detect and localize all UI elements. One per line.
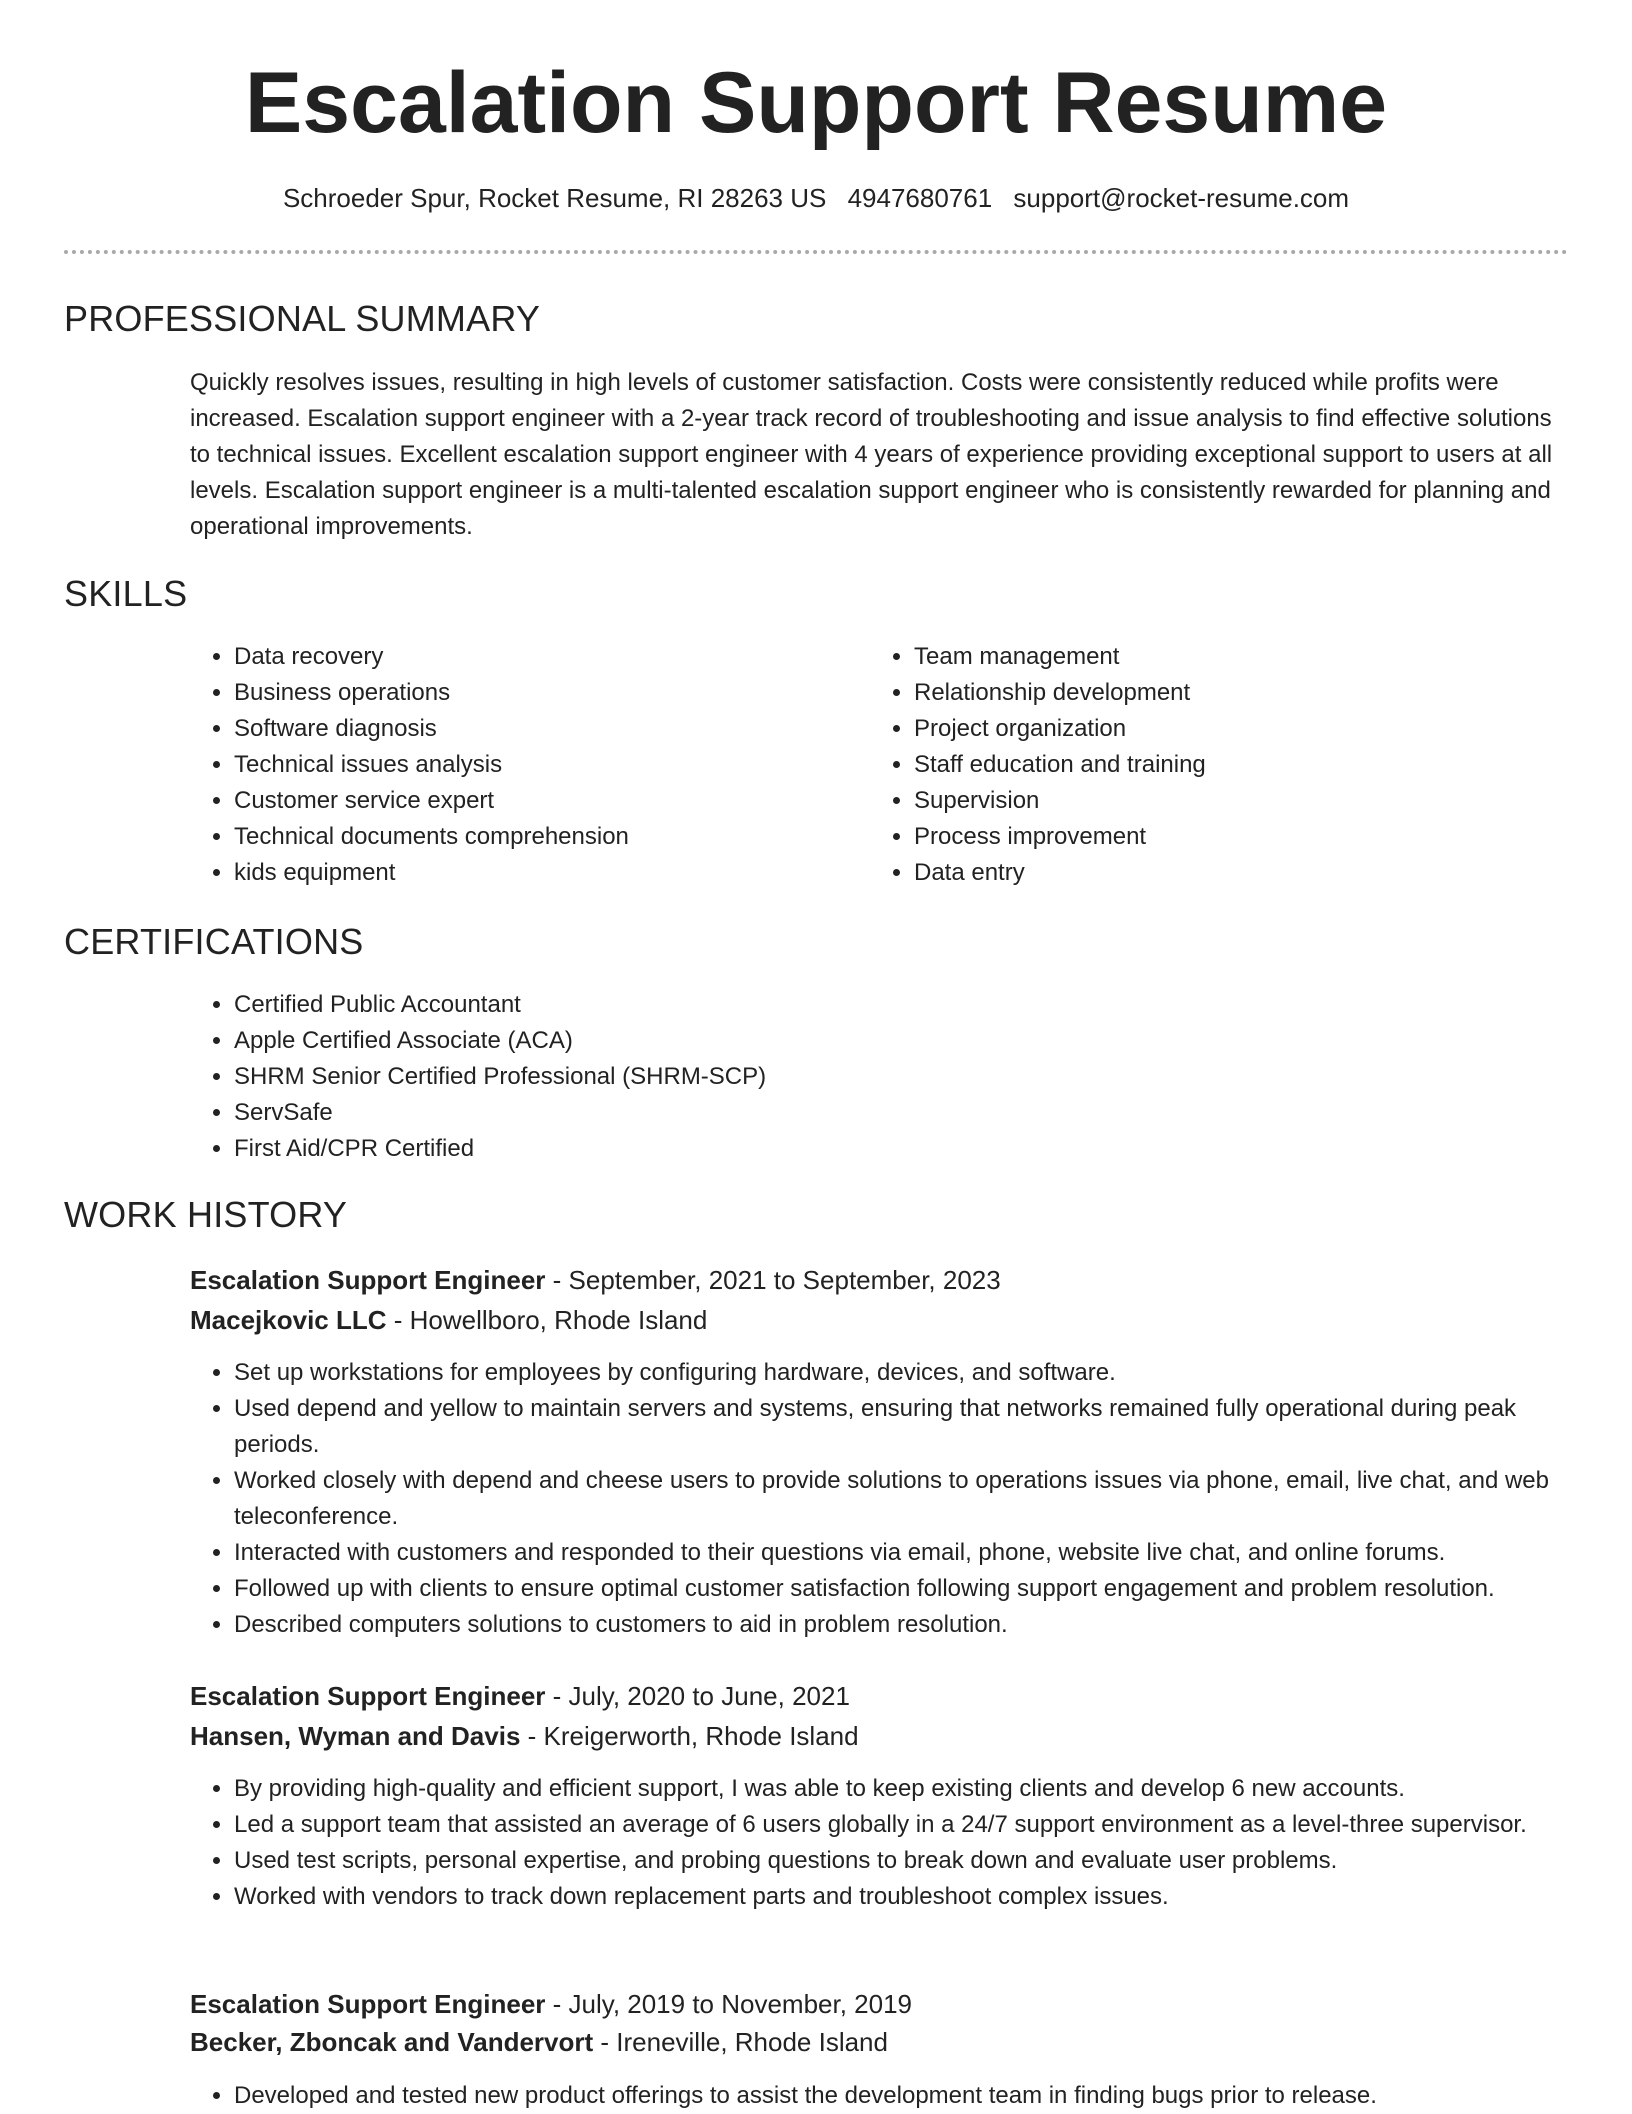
- job-bullet: • Worked closely with depend and cheese users to provide solutions to operations issues via phone, email, live chat, and web teleconference.: [234, 1463, 1606, 1535]
- job-bullet: • Interacted with customers and responded to their questions via email, phone, website live chat, and online forums.: [234, 1535, 1606, 1571]
- job-company-line: [190, 1718, 859, 1754]
- skill-item: • Software diagnosis: [234, 711, 864, 747]
- job-company-line: [190, 1302, 707, 1338]
- skill-item: • Process improvement: [914, 819, 1554, 855]
- job-company-line: [190, 2024, 888, 2060]
- summary-text: Quickly resolves issues, resulting in high levels of customer satisfaction. Costs were consistently reduced while profits were increased. Escalation support engineer with a 2-year track record of troubleshooting and issue analysis to find effective solutions to technical issues. Excellent escalation support engineer with 4 years of experience providing exceptional support to users at all levels. Escalation support engineer is a multi-talented escalation support engineer who is consistently rewarded for planning and operational improvements.: [190, 369, 1553, 540]
- skill-item: • Data recovery: [234, 639, 864, 675]
- job-location: - Howellboro, Rhode Island: [386, 1305, 708, 1335]
- skills-list-left: [190, 639, 864, 891]
- certifications-heading: CERTIFICATIONS: [64, 921, 364, 962]
- certification-item: • SHRM Senior Certified Professional (SHRM-SCP): [234, 1059, 1534, 1095]
- job-bullets: [190, 1771, 1606, 1915]
- skill-item: • Relationship development: [914, 675, 1554, 711]
- skill-item: • Staff education and training: [914, 747, 1554, 783]
- job-bullet: • Developed and tested new product offerings to assist the development team in finding bugs prior to release.: [234, 2078, 1606, 2114]
- skill-item: • Team management: [914, 639, 1554, 675]
- job-bullet: • Described computers solutions to customers to aid in problem resolution.: [234, 1607, 1606, 1643]
- job-location: - Ireneville, Rhode Island: [593, 2027, 888, 2057]
- contact-address: Schroeder Spur, Rocket Resume, RI 28263 US: [282, 183, 827, 213]
- contact-line: [0, 180, 1632, 216]
- header-divider: [64, 250, 1568, 254]
- skills-list-right: [870, 639, 1554, 891]
- job-bullet: • Set up workstations for employees by configuring hardware, devices, and software.: [234, 1355, 1606, 1391]
- certifications-list: [190, 987, 1534, 1167]
- resume-title: Escalation Support Resume: [244, 55, 1388, 151]
- certification-item: • First Aid/CPR Certified: [234, 1131, 1534, 1167]
- contact-phone: 4947680761: [847, 183, 993, 213]
- skill-item: • kids equipment: [234, 855, 864, 891]
- contact-email: support@rocket-resume.com: [1013, 183, 1350, 213]
- job-title: Escalation Support Engineer: [190, 1989, 546, 2019]
- skill-item: • Supervision: [914, 783, 1554, 819]
- job-company: Becker, Zboncak and Vandervort: [190, 2027, 594, 2057]
- job-bullet: • Used depend and yellow to maintain servers and systems, ensuring that networks remained fully operational during peak periods.: [234, 1391, 1606, 1463]
- job-company: Hansen, Wyman and Davis: [190, 1721, 521, 1751]
- job-title-line: [190, 1262, 1001, 1298]
- certification-item: • ServSafe: [234, 1095, 1534, 1131]
- job-company: Macejkovic LLC: [190, 1305, 387, 1335]
- skill-item: • Technical issues analysis: [234, 747, 864, 783]
- job-title-line: [190, 1678, 850, 1714]
- skill-item: • Project organization: [914, 711, 1554, 747]
- job-dates: - July, 2019 to November, 2019: [545, 1989, 913, 2019]
- job-bullet: • Used test scripts, personal expertise, and probing questions to break down and evaluate user problems.: [234, 1843, 1606, 1879]
- work-history-heading: WORK HISTORY: [64, 1194, 348, 1235]
- job-bullet: • Led a support team that assisted an average of 6 users globally in a 24/7 support environment as a level-three supervisor.: [234, 1807, 1606, 1843]
- skills-heading: SKILLS: [64, 573, 188, 614]
- job-title-line: [190, 1986, 912, 2022]
- job-dates: - September, 2021 to September, 2023: [545, 1265, 1001, 1295]
- certification-item: • Certified Public Accountant: [234, 987, 1534, 1023]
- skill-item: • Data entry: [914, 855, 1554, 891]
- job-bullets: [190, 1355, 1606, 1643]
- skill-item: • Technical documents comprehension: [234, 819, 864, 855]
- job-dates: - July, 2020 to June, 2021: [545, 1681, 850, 1711]
- job-bullets: [190, 2078, 1606, 2114]
- job-bullet: • By providing high-quality and efficient support, I was able to keep existing clients and develop 6 new accounts.: [234, 1771, 1606, 1807]
- job-bullet: • Worked with vendors to track down replacement parts and troubleshoot complex issues.: [234, 1879, 1606, 1915]
- certification-item: • Apple Certified Associate (ACA): [234, 1023, 1534, 1059]
- job-location: - Kreigerworth, Rhode Island: [520, 1721, 859, 1751]
- skill-item: • Customer service expert: [234, 783, 864, 819]
- skill-item: • Business operations: [234, 675, 864, 711]
- job-title: Escalation Support Engineer: [190, 1681, 546, 1711]
- summary-heading: PROFESSIONAL SUMMARY: [64, 298, 541, 339]
- job-bullet: • Followed up with clients to ensure optimal customer satisfaction following support engagement and problem resolution.: [234, 1571, 1606, 1607]
- job-title: Escalation Support Engineer: [190, 1265, 546, 1295]
